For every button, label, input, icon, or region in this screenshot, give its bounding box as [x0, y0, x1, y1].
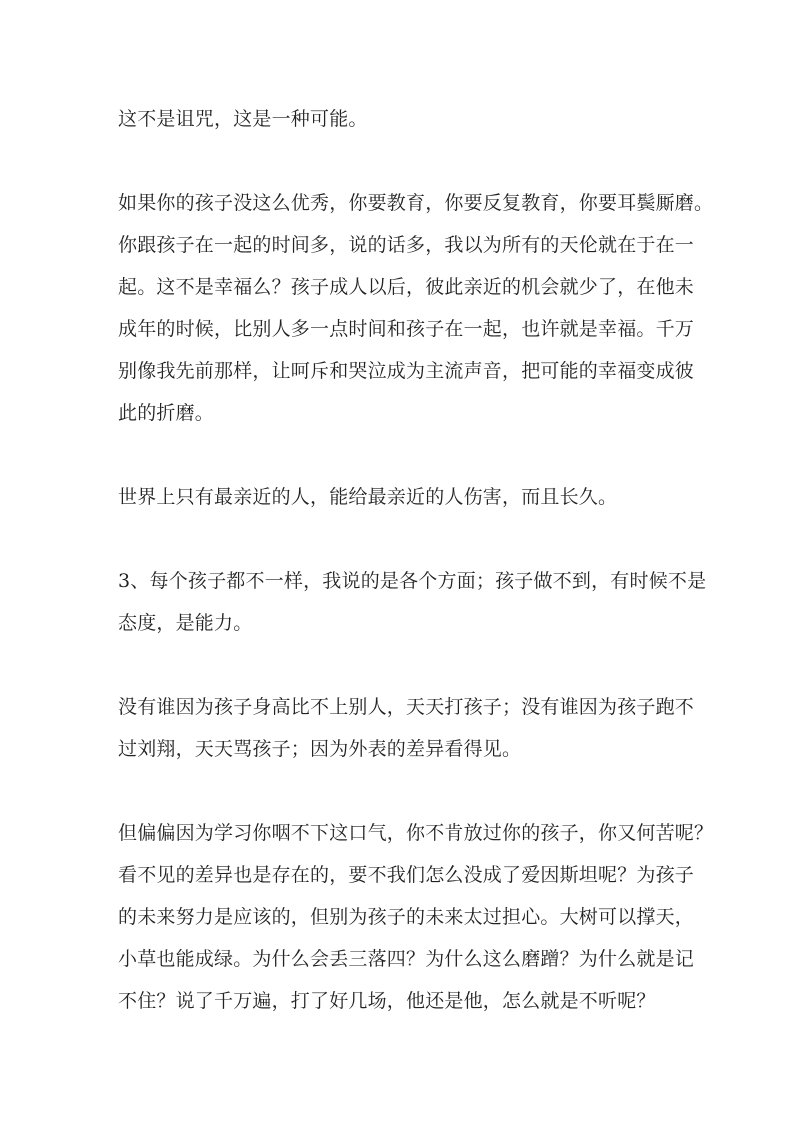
paragraph-2-line-4: 成年的时候，比别人多一点时间和孩子在一起，也许就是幸福。千万: [118, 318, 695, 340]
paragraph-6-line-4: 小草也能成绿。为什么会丢三落四？为什么这么磨蹭？为什么就是记: [118, 948, 695, 970]
paragraph-6-line-5: 不住？说了千万遍，打了好几场，他还是他，怎么就是不听呢？: [118, 990, 656, 1012]
paragraph-4-line-1: 3、每个孩子都不一样，我说的是各个方面；孩子做不到，有时候不是: [118, 570, 707, 592]
paragraph-5-line-1: 没有谁因为孩子身高比不上别人，天天打孩子；没有谁因为孩子跑不: [118, 696, 695, 718]
paragraph-4-line-2: 态度，是能力。: [118, 612, 253, 634]
paragraph-2-line-1: 如果你的孩子没这么优秀，你要教育，你要反复教育，你要耳鬓厮磨。: [118, 192, 714, 214]
paragraph-2-line-2: 你跟孩子在一起的时间多，说的话多，我以为所有的天伦就在于在一: [118, 234, 695, 256]
paragraph-2-line-3: 起。这不是幸福么？孩子成人以后，彼此亲近的机会就少了，在他未: [118, 276, 695, 298]
paragraph-2-line-5: 别像我先前那样，让呵斥和哭泣成为主流声音，把可能的幸福变成彼: [118, 360, 695, 382]
paragraph-1-line-1: 这不是诅咒，这是一种可能。: [118, 108, 368, 130]
paragraph-6-line-2: 看不见的差异也是存在的，要不我们怎么没成了爱因斯坦呢？为孩子: [118, 864, 695, 886]
paragraph-3-line-1: 世界上只有最亲近的人，能给最亲近的人伤害，而且长久。: [118, 486, 618, 508]
paragraph-6-line-3: 的未来努力是应该的，但别为孩子的未来太过担心。大树可以撑天，: [118, 906, 695, 928]
paragraph-2-line-6: 此的折磨。: [118, 402, 215, 424]
paragraph-6-line-1: 但偏偏因为学习你咽不下这口气，你不肯放过你的孩子，你又何苦呢？: [118, 822, 714, 844]
paragraph-5-line-2: 过刘翔，天天骂孩子；因为外表的差异看得见。: [118, 738, 522, 760]
